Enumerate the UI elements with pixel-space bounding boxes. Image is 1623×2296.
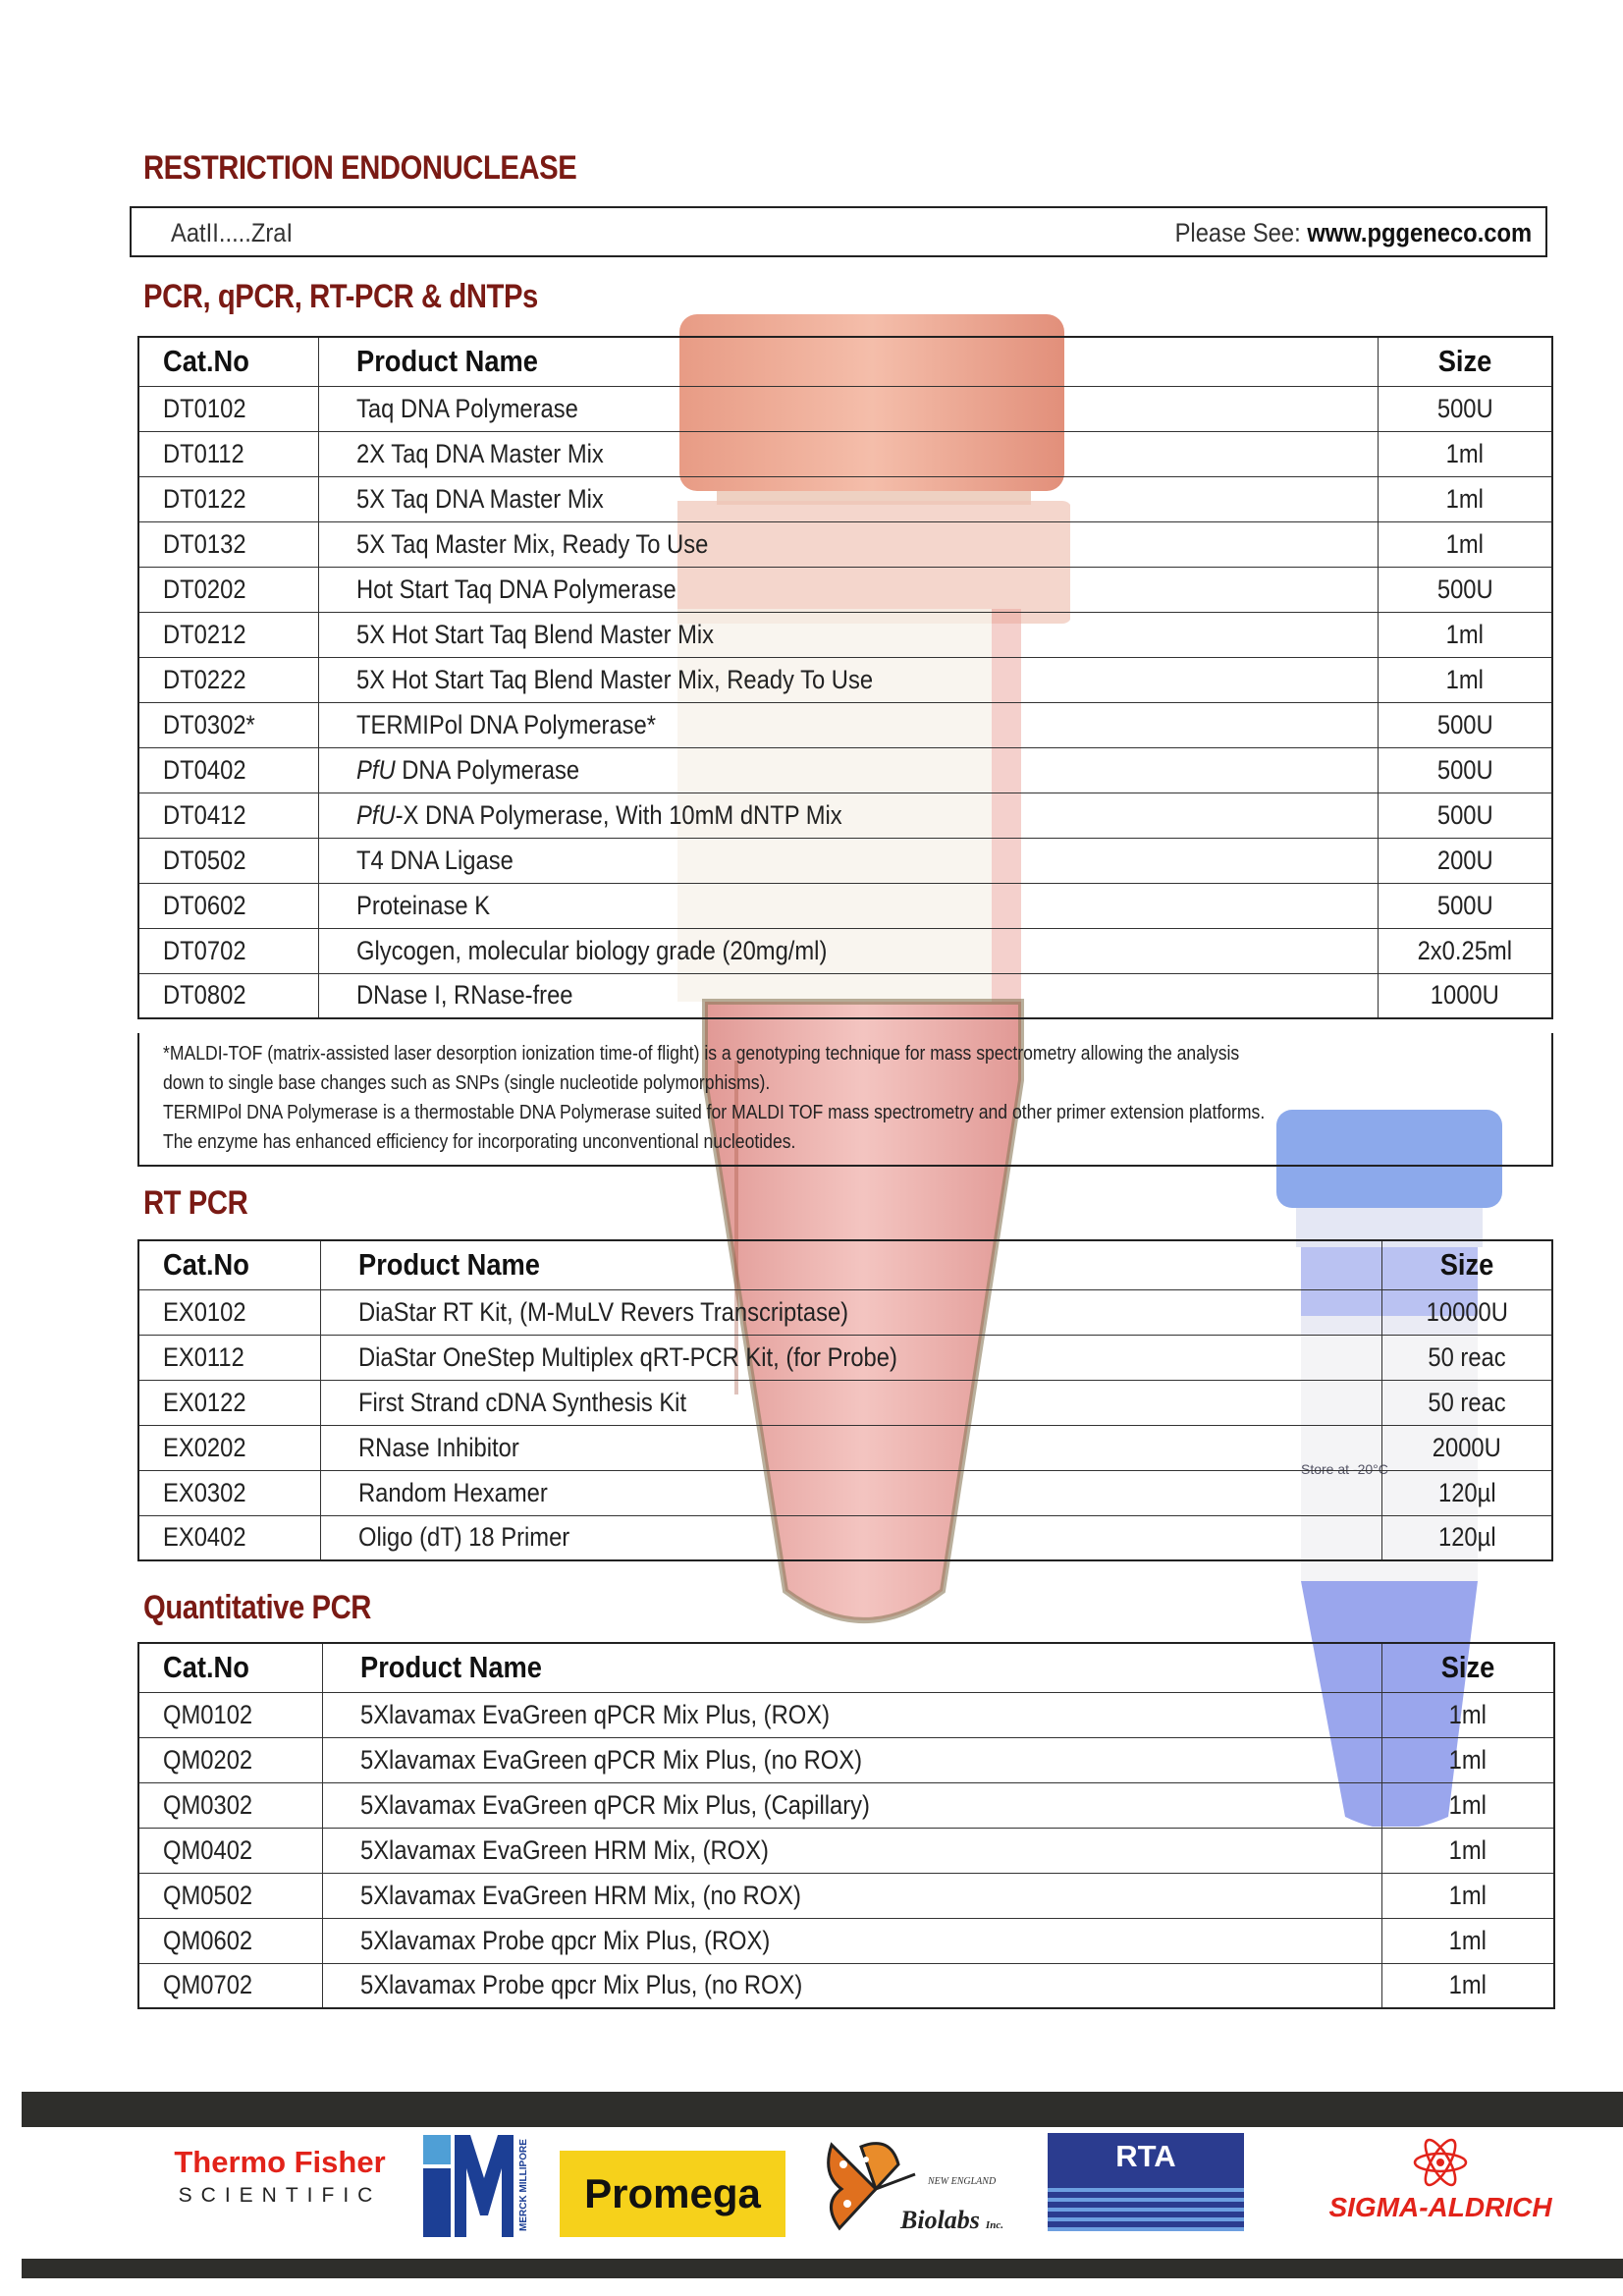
merck-m-icon: [419, 2133, 532, 2239]
cat-no-cell: DT0502: [138, 838, 319, 883]
cat-no-cell: DT0122: [138, 476, 319, 521]
size-cell: 500U: [1378, 793, 1552, 838]
product-name-cell: DiaStar RT Kit, (M-MuLV Revers Transcriptase): [321, 1289, 1381, 1335]
see-label: Please See:: [1174, 218, 1308, 247]
col-size-header: Size: [1378, 337, 1552, 386]
cat-no-cell: EX0302: [138, 1470, 321, 1515]
cat-no-cell: QM0302: [138, 1782, 323, 1828]
cat-no-cell: EX0112: [138, 1335, 321, 1380]
product-name-cell: 5X Taq Master Mix, Ready To Use: [319, 521, 1378, 567]
cat-no-cell: EX0122: [138, 1380, 321, 1425]
cat-no-cell: DT0112: [138, 431, 319, 476]
cat-no-cell: QM0402: [138, 1828, 323, 1873]
cat-no-cell: QM0102: [138, 1692, 323, 1737]
cat-no-cell: EX0202: [138, 1425, 321, 1470]
product-name-cell: 5Xlavamax EvaGreen qPCR Mix Plus, (ROX): [323, 1692, 1382, 1737]
size-cell: 50 reac: [1381, 1335, 1552, 1380]
website-link[interactable]: www.pggeneco.com: [1307, 218, 1532, 247]
cat-no-cell: DT0412: [138, 793, 319, 838]
product-name-cell: 5Xlavamax EvaGreen qPCR Mix Plus, (Capillary): [323, 1782, 1382, 1828]
product-name-cell: 5X Hot Start Taq Blend Master Mix, Ready To Use: [319, 657, 1378, 702]
size-cell: 1ml: [1378, 431, 1552, 476]
size-cell: 500U: [1378, 702, 1552, 747]
cat-no-cell: EX0102: [138, 1289, 321, 1335]
rta-stripes: [1048, 2182, 1244, 2231]
size-cell: 500U: [1378, 386, 1552, 431]
table-row: [138, 1515, 1552, 1560]
pcr-heading: PCR, qPCR, RT-PCR & dNTPs: [143, 278, 538, 315]
size-cell: 1ml: [1381, 1692, 1554, 1737]
restriction-range: AatII.....ZraI: [171, 218, 294, 247]
size-cell: 10000U: [1381, 1289, 1552, 1335]
table-row: [138, 1380, 1552, 1425]
size-cell: 1ml: [1381, 1918, 1554, 1963]
table-row: [138, 431, 1552, 476]
size-cell: 1ml: [1381, 1873, 1554, 1918]
sigma-aldrich-logo[interactable]: [1278, 2133, 1602, 2241]
pcr-table: [137, 336, 1553, 1019]
table-row: [138, 928, 1552, 973]
table-row: [138, 1782, 1554, 1828]
table-row: [138, 973, 1552, 1018]
neb-line2: Biolabs Inc.: [900, 2206, 1003, 2234]
table-row: [138, 657, 1552, 702]
size-cell: 120µl: [1381, 1470, 1552, 1515]
table-row: [138, 1828, 1554, 1873]
table-row: [138, 1425, 1552, 1470]
table-header-row: [138, 1240, 1552, 1289]
restriction-heading: RESTRICTION ENDONUCLEASE: [143, 149, 577, 187]
cat-no-cell: DT0602: [138, 883, 319, 928]
note-line: TERMIPol DNA Polymerase is a thermostable DNA Polymerase suited for MALDI TOF mass spectrometry and other primer extension platforms.: [163, 1102, 1266, 1123]
product-name-cell: T4 DNA Ligase: [319, 838, 1378, 883]
table-row: [138, 1918, 1554, 1963]
col-size-header: Size: [1381, 1240, 1552, 1289]
table-header-row: [138, 337, 1552, 386]
cat-no-cell: DT0402: [138, 747, 319, 793]
partner-logos: [22, 2127, 1623, 2259]
cat-no-cell: DT0222: [138, 657, 319, 702]
size-cell: 1ml: [1378, 612, 1552, 657]
product-name-cell: 5Xlavamax Probe qpcr Mix Plus, (ROX): [323, 1918, 1382, 1963]
product-name-cell: 5Xlavamax EvaGreen HRM Mix, (no ROX): [323, 1873, 1382, 1918]
qpcr-heading: Quantitative PCR: [143, 1589, 371, 1626]
product-name-cell: First Strand cDNA Synthesis Kit: [321, 1380, 1381, 1425]
table-row: [138, 386, 1552, 431]
cat-no-cell: DT0802: [138, 973, 319, 1018]
cat-no-cell: DT0212: [138, 612, 319, 657]
size-cell: 2x0.25ml: [1378, 928, 1552, 973]
table-row: [138, 1963, 1554, 2008]
cat-no-cell: DT0202: [138, 567, 319, 612]
size-cell: 200U: [1378, 838, 1552, 883]
maldi-notes: [137, 1033, 1553, 1167]
product-name-cell: 5X Hot Start Taq Blend Master Mix: [319, 612, 1378, 657]
cat-no-cell: QM0202: [138, 1737, 323, 1782]
size-cell: 500U: [1378, 883, 1552, 928]
table-row: [138, 793, 1552, 838]
product-name-cell: PfU DNA Polymerase: [319, 747, 1378, 793]
table-row: [138, 1873, 1554, 1918]
tube-label-text: Store at -20°C: [1301, 1461, 1388, 1477]
table-row: [138, 883, 1552, 928]
size-cell: 1ml: [1381, 1828, 1554, 1873]
thermo-scientific: SCIENTIFIC: [178, 2184, 382, 2207]
col-cat-header: Cat.No: [138, 1240, 321, 1289]
restriction-see: [1174, 218, 1532, 248]
cat-no-cell: QM0702: [138, 1963, 323, 2008]
col-name-header: Product Name: [323, 1643, 1382, 1692]
sigma-atom-icon: [1411, 2133, 1470, 2192]
rta-text: RTA: [1115, 2139, 1176, 2173]
product-name-cell: DiaStar OneStep Multiplex qRT-PCR Kit, (for Probe): [321, 1335, 1381, 1380]
promega-logo[interactable]: [560, 2151, 785, 2237]
table-row: [138, 702, 1552, 747]
cat-no-cell: EX0402: [138, 1515, 321, 1560]
size-cell: 1ml: [1378, 476, 1552, 521]
cat-no-cell: QM0602: [138, 1918, 323, 1963]
rta-logo[interactable]: [1048, 2133, 1244, 2231]
col-cat-header: Cat.No: [138, 1643, 323, 1692]
table-row: [138, 567, 1552, 612]
product-name-cell: 5Xlavamax Probe qpcr Mix Plus, (no ROX): [323, 1963, 1382, 2008]
product-name-cell: Random Hexamer: [321, 1470, 1381, 1515]
col-name-header: Product Name: [319, 337, 1378, 386]
footer-bottom-bar: [22, 2259, 1623, 2278]
note-line: *MALDI-TOF (matrix-assisted laser desorption ionization time-of flight) is a genotyping technique for mass spectrometry allowing the analysis: [163, 1043, 1240, 1065]
size-cell: 1000U: [1378, 973, 1552, 1018]
product-name-cell: 5X Taq DNA Master Mix: [319, 476, 1378, 521]
cat-no-cell: QM0502: [138, 1873, 323, 1918]
footer-top-bar: [22, 2092, 1623, 2127]
table-header-row: [138, 1643, 1554, 1692]
table-row: [138, 1470, 1552, 1515]
table-row: [138, 1335, 1552, 1380]
qpcr-table: [137, 1642, 1555, 2009]
product-name-cell: TERMIPol DNA Polymerase*: [319, 702, 1378, 747]
thermo-name: Thermo Fisher: [174, 2145, 386, 2179]
table-row: [138, 1289, 1552, 1335]
neb-logo[interactable]: [822, 2135, 1048, 2251]
rtpcr-table: [137, 1239, 1553, 1561]
table-row: [138, 838, 1552, 883]
merck-millipore-logo[interactable]: [419, 2133, 532, 2239]
merck-vertical-text: MERCK MILLIPORE: [518, 2139, 529, 2231]
size-cell: 2000U: [1381, 1425, 1552, 1470]
table-row: [138, 747, 1552, 793]
size-cell: 1ml: [1381, 1782, 1554, 1828]
promega-text: Promega: [584, 2170, 761, 2216]
col-name-header: Product Name: [321, 1240, 1381, 1289]
product-name-cell: PfU-X DNA Polymerase, With 10mM dNTP Mix: [319, 793, 1378, 838]
note-line: down to single base changes such as SNPs (single nucleotide polymorphisms).: [163, 1072, 771, 1094]
size-cell: 500U: [1378, 747, 1552, 793]
cat-no-cell: DT0102: [138, 386, 319, 431]
size-cell: 1ml: [1378, 521, 1552, 567]
cat-no-cell: DT0302*: [138, 702, 319, 747]
col-size-header: Size: [1381, 1643, 1554, 1692]
table-row: [138, 521, 1552, 567]
size-cell: 120µl: [1381, 1515, 1552, 1560]
product-name-cell: Hot Start Taq DNA Polymerase: [319, 567, 1378, 612]
product-name-cell: Taq DNA Polymerase: [319, 386, 1378, 431]
table-row: [138, 612, 1552, 657]
table-row: [138, 1737, 1554, 1782]
size-cell: 50 reac: [1381, 1380, 1552, 1425]
sigma-text: SIGMA-ALDRICH: [1328, 2192, 1552, 2222]
product-name-cell: 2X Taq DNA Master Mix: [319, 431, 1378, 476]
product-name-cell: 5Xlavamax EvaGreen qPCR Mix Plus, (no ROX): [323, 1737, 1382, 1782]
size-cell: 1ml: [1381, 1963, 1554, 2008]
table-row: [138, 476, 1552, 521]
product-name-cell: Proteinase K: [319, 883, 1378, 928]
size-cell: 1ml: [1381, 1737, 1554, 1782]
col-cat-header: Cat.No: [138, 337, 319, 386]
restriction-box: [130, 206, 1547, 257]
thermo-fisher-logo[interactable]: [137, 2145, 422, 2208]
cat-no-cell: DT0702: [138, 928, 319, 973]
product-name-cell: RNase Inhibitor: [321, 1425, 1381, 1470]
product-name-cell: 5Xlavamax EvaGreen HRM Mix, (ROX): [323, 1828, 1382, 1873]
product-name-cell: DNase I, RNase-free: [319, 973, 1378, 1018]
product-name-cell: Glycogen, molecular biology grade (20mg/ml): [319, 928, 1378, 973]
table-row: [138, 1692, 1554, 1737]
neb-line1: NEW ENGLAND: [928, 2176, 997, 2187]
size-cell: 500U: [1378, 567, 1552, 612]
note-line: The enzyme has enhanced efficiency for incorporating unconventional nucleotides.: [163, 1131, 796, 1153]
product-name-cell: Oligo (dT) 18 Primer: [321, 1515, 1381, 1560]
rtpcr-heading: RT PCR: [143, 1184, 248, 1222]
cat-no-cell: DT0132: [138, 521, 319, 567]
size-cell: 1ml: [1378, 657, 1552, 702]
